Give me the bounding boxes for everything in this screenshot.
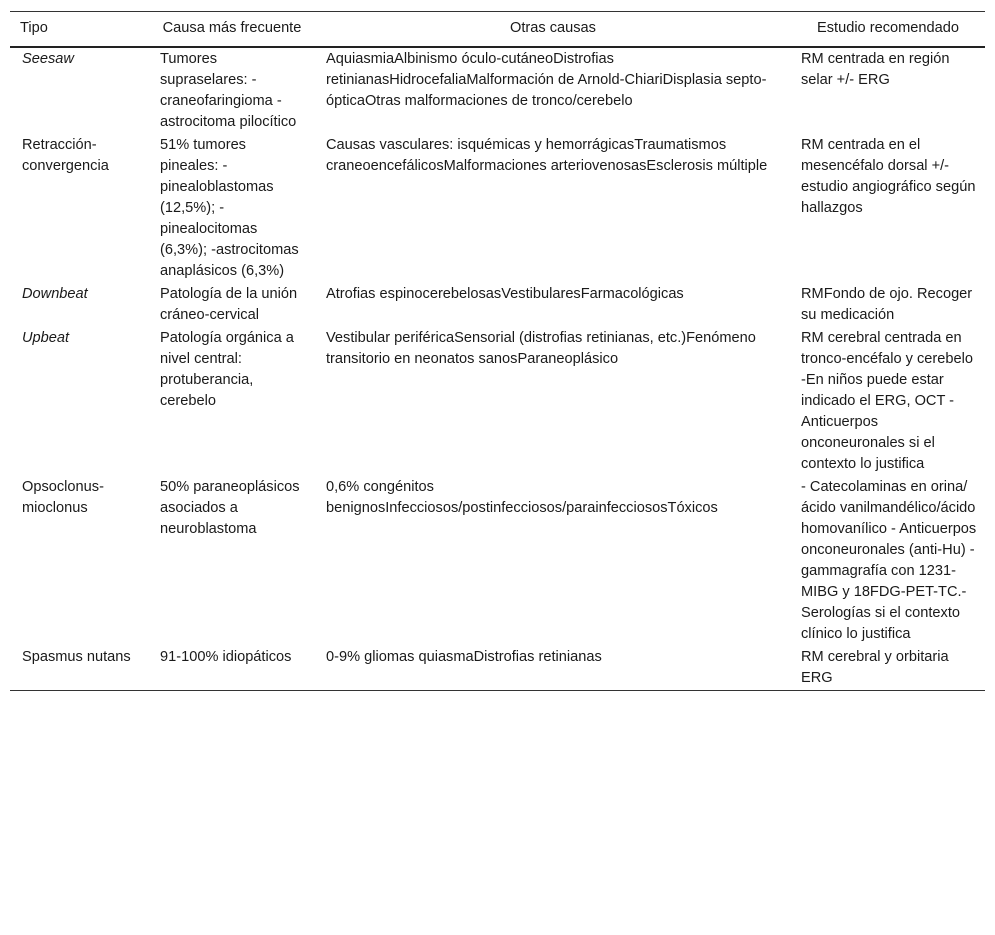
cell-estudio: RM centrada en el mesencéfalo dorsal +/- estudio angiográfico según hallazgos xyxy=(801,137,976,216)
cell-otras-causas: Atrofias espinocerebelosasVestibularesFarmacológicas xyxy=(326,286,684,302)
nystagmus-table-container xyxy=(10,11,985,691)
table-header xyxy=(10,12,985,48)
table-row xyxy=(10,327,985,476)
header-estudio: Estudio recomendado xyxy=(817,20,959,36)
cell-tipo: Seesaw xyxy=(22,51,74,67)
cell-otras-causas: AquiasmiaAlbinismo óculo-cutáneoDistrofias retinianasHidrocefaliaMalformación de Arnold-ChiariDisplasia septo-ópticaOtras malformaciones de tronco/cerebelo xyxy=(326,51,767,109)
cell-tipo: Retracción-convergencia xyxy=(22,137,109,174)
cell-estudio: RM cerebral centrada en tronco-encéfalo y cerebelo -En niños puede estar indicado el ERG, OCT - Anticuerpos onconeuronales si el contexto lo justifica xyxy=(801,330,973,472)
table-row xyxy=(10,134,985,283)
cell-tipo: Downbeat xyxy=(22,286,88,302)
cell-causa: Patología de la unión cráneo-cervical xyxy=(160,286,298,323)
cell-otras-causas: 0-9% gliomas quiasmaDistrofias retinianas xyxy=(326,649,602,665)
cell-tipo: Opsoclonus-mioclonus xyxy=(22,479,104,516)
table-row xyxy=(10,283,985,327)
cell-tipo: Spasmus nutans xyxy=(22,649,131,665)
header-causa: Causa más frecuente xyxy=(162,20,302,36)
cell-otras-causas: Causas vasculares: isquémicas y hemorrágicasTraumatismos craneoencefálicosMalformaciones arteriovenosasEsclerosis múltiple xyxy=(326,137,768,174)
cell-tipo: Upbeat xyxy=(22,330,70,346)
nystagmus-table xyxy=(10,11,985,691)
cell-estudio: RM cerebral y orbitaria ERG xyxy=(801,649,949,686)
cell-causa: Tumores supraselares: -craneofaringioma - astrocitoma pilocítico xyxy=(160,51,297,130)
cell-estudio: RM centrada en región selar +/- ERG xyxy=(801,51,950,88)
header-otras-causas: Otras causas xyxy=(510,20,596,36)
cell-causa: 91-100% idiopáticos xyxy=(160,649,292,665)
table-row xyxy=(10,476,985,646)
header-tipo: Tipo xyxy=(20,20,48,36)
cell-otras-causas: 0,6% congénitos benignosInfecciosos/postinfecciosos/parainfecciososTóxicos xyxy=(326,479,718,516)
table-row xyxy=(10,47,985,134)
cell-otras-causas: Vestibular periféricaSensorial (distrofias retinianas, etc.)Fenómeno transitorio en neonatos sanosParaneoplásico xyxy=(326,330,756,367)
cell-causa: 50% paraneoplásicos asociados a neuroblastoma xyxy=(160,479,300,537)
cell-causa: 51% tumores pineales: -pinealoblastomas (12,5%); -pinealocitomas (6,3%); -astrocitomas anaplásicos (6,3%) xyxy=(160,137,299,279)
cell-estudio: - Catecolaminas en orina/ácido vanilmandélico/ácido homovanílico - Anticuerpos onconeuronales (anti-Hu) - gammagrafía con 1231-MIBG y 18FDG-PET-TC.- Serologías si el contexto clínico lo justifica xyxy=(801,479,977,642)
table-row xyxy=(10,646,985,691)
cell-estudio: RMFondo de ojo. Recoger su medicación xyxy=(801,286,973,323)
cell-causa: Patología orgánica a nivel central: protuberancia, cerebelo xyxy=(160,330,294,409)
header-row xyxy=(10,12,985,48)
table-body xyxy=(10,47,985,691)
